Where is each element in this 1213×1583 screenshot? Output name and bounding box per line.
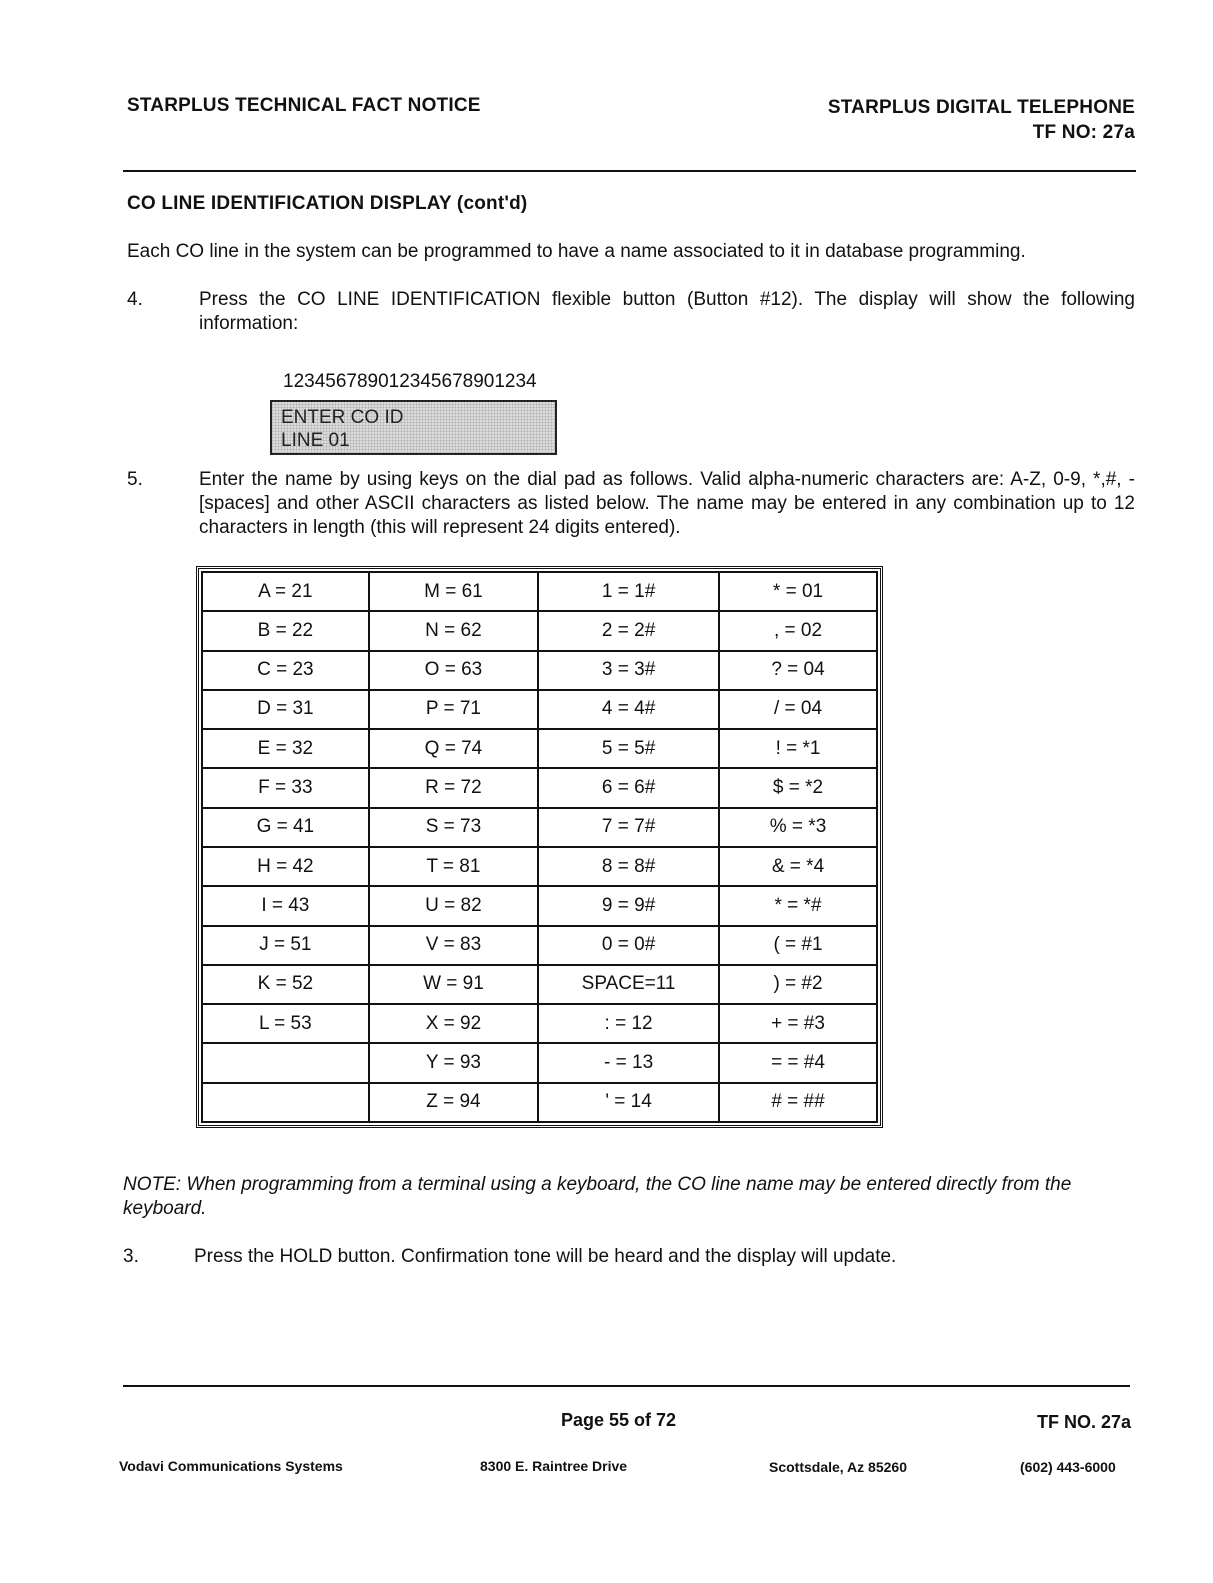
lcd-line-1: ENTER CO ID <box>281 407 404 428</box>
table-cell: ' = 14 <box>538 1083 719 1122</box>
table-cell: ( = #1 <box>719 926 877 965</box>
table-cell: M = 61 <box>369 572 538 611</box>
character-code-table <box>196 566 883 1128</box>
step-3-text: Press the HOLD button. Confirmation tone will be heard and the display will update. <box>194 1246 897 1267</box>
table-cell: T = 81 <box>369 847 538 886</box>
table-cell: 1 = 1# <box>538 572 719 611</box>
table-cell: ) = #2 <box>719 965 877 1004</box>
table-cell: , = 02 <box>719 611 877 650</box>
table-cell: 0 = 0# <box>538 926 719 965</box>
table-cell: 2 = 2# <box>538 611 719 650</box>
table-cell: 5 = 5# <box>538 729 719 768</box>
table-cell: D = 31 <box>202 690 369 729</box>
table-cell <box>202 1083 369 1122</box>
table-cell: SPACE=11 <box>538 965 719 1004</box>
table-row <box>202 886 877 925</box>
table-cell: O = 63 <box>369 651 538 690</box>
header-left-title: STARPLUS TECHNICAL FACT NOTICE <box>127 95 481 116</box>
table-cell: X = 92 <box>369 1004 538 1043</box>
table-cell: ! = *1 <box>719 729 877 768</box>
table-cell: N = 62 <box>369 611 538 650</box>
table-cell: 6 = 6# <box>538 768 719 807</box>
table-cell: P = 71 <box>369 690 538 729</box>
page-number: Page 55 of 72 <box>561 1410 677 1430</box>
step-3-number: 3. <box>123 1246 139 1267</box>
header-right-title: STARPLUS DIGITAL TELEPHONE <box>827 97 1135 118</box>
table-cell: & = *4 <box>719 847 877 886</box>
table-cell: H = 42 <box>202 847 369 886</box>
table-cell: I = 43 <box>202 886 369 925</box>
table-row <box>202 572 877 611</box>
step-4-number: 4. <box>127 289 143 310</box>
table-row <box>202 651 877 690</box>
table-cell: Z = 94 <box>369 1083 538 1122</box>
table-cell: 3 = 3# <box>538 651 719 690</box>
table-cell: C = 23 <box>202 651 369 690</box>
table-cell: = = #4 <box>719 1043 877 1082</box>
display-ruler: 123456789012345678901234 <box>283 371 537 392</box>
table-cell: F = 33 <box>202 768 369 807</box>
table-row <box>202 1004 877 1043</box>
table-row <box>202 768 877 807</box>
table-cell: V = 83 <box>369 926 538 965</box>
table-cell: 9 = 9# <box>538 886 719 925</box>
table-cell: A = 21 <box>202 572 369 611</box>
table-cell: W = 91 <box>369 965 538 1004</box>
table-cell: Q = 74 <box>369 729 538 768</box>
table-cell: # = ## <box>719 1083 877 1122</box>
table-cell: - = 13 <box>538 1043 719 1082</box>
table-cell: * = *# <box>719 886 877 925</box>
section-intro: Each CO line in the system can be programmed to have a name associated to it in database programming. <box>127 241 1026 262</box>
table-cell: G = 41 <box>202 808 369 847</box>
lcd-line-2: LINE 01 <box>281 430 350 451</box>
table-cell: L = 53 <box>202 1004 369 1043</box>
table-row <box>202 729 877 768</box>
table-cell: + = #3 <box>719 1004 877 1043</box>
table-cell: : = 12 <box>538 1004 719 1043</box>
table-cell: 7 = 7# <box>538 808 719 847</box>
footer-tf-number: TF NO. 27a <box>1036 1412 1131 1432</box>
table-cell: 4 = 4# <box>538 690 719 729</box>
table-cell: U = 82 <box>369 886 538 925</box>
table-cell: ? = 04 <box>719 651 877 690</box>
table-row <box>202 847 877 886</box>
table-cell: E = 32 <box>202 729 369 768</box>
section-title: CO LINE IDENTIFICATION DISPLAY (cont'd) <box>127 193 528 214</box>
footer-address: 8300 E. Raintree Drive <box>480 1458 628 1474</box>
table-cell: R = 72 <box>369 768 538 807</box>
table-cell: Y = 93 <box>369 1043 538 1082</box>
table-cell: % = *3 <box>719 808 877 847</box>
table-cell: 8 = 8# <box>538 847 719 886</box>
keyboard-note: NOTE: When programming from a terminal using a keyboard, the CO line name may be entered directly from the keyboard. <box>123 1174 1072 1219</box>
table-cell: / = 04 <box>719 690 877 729</box>
step-5-number: 5. <box>127 469 143 490</box>
table-row <box>202 690 877 729</box>
table-row <box>202 1043 877 1082</box>
step-5-text: Enter the name by using keys on the dial pad as follows. Valid alpha-numeric characters are: A-Z, 0-9, *,#, - [spaces] and other ASCII characters as listed below. The name may be entered in any combination up to 12 characters in length (this will represent 24 digits entered). <box>199 469 1135 538</box>
table-cell: B = 22 <box>202 611 369 650</box>
step-4-text: Press the CO LINE IDENTIFICATION flexible button (Button #12). The display will show the following information: <box>199 289 1135 334</box>
table-row <box>202 808 877 847</box>
table-cell: J = 51 <box>202 926 369 965</box>
table-row <box>202 611 877 650</box>
table-row <box>202 926 877 965</box>
footer-divider <box>123 1385 1130 1387</box>
footer-city: Scottsdale, Az 85260 <box>769 1459 907 1475</box>
table-cell <box>202 1043 369 1082</box>
table-cell: * = 01 <box>719 572 877 611</box>
header-divider <box>123 170 1136 172</box>
lcd-display <box>270 400 557 455</box>
table-row <box>202 1083 877 1122</box>
table-row <box>202 965 877 1004</box>
table-cell: $ = *2 <box>719 768 877 807</box>
footer-phone: (602) 443-6000 <box>1020 1459 1116 1475</box>
table-cell: S = 73 <box>369 808 538 847</box>
footer-company: Vodavi Communications Systems <box>119 1458 343 1474</box>
table-cell: K = 52 <box>202 965 369 1004</box>
header-tf-number: TF NO: 27a <box>1032 122 1135 143</box>
